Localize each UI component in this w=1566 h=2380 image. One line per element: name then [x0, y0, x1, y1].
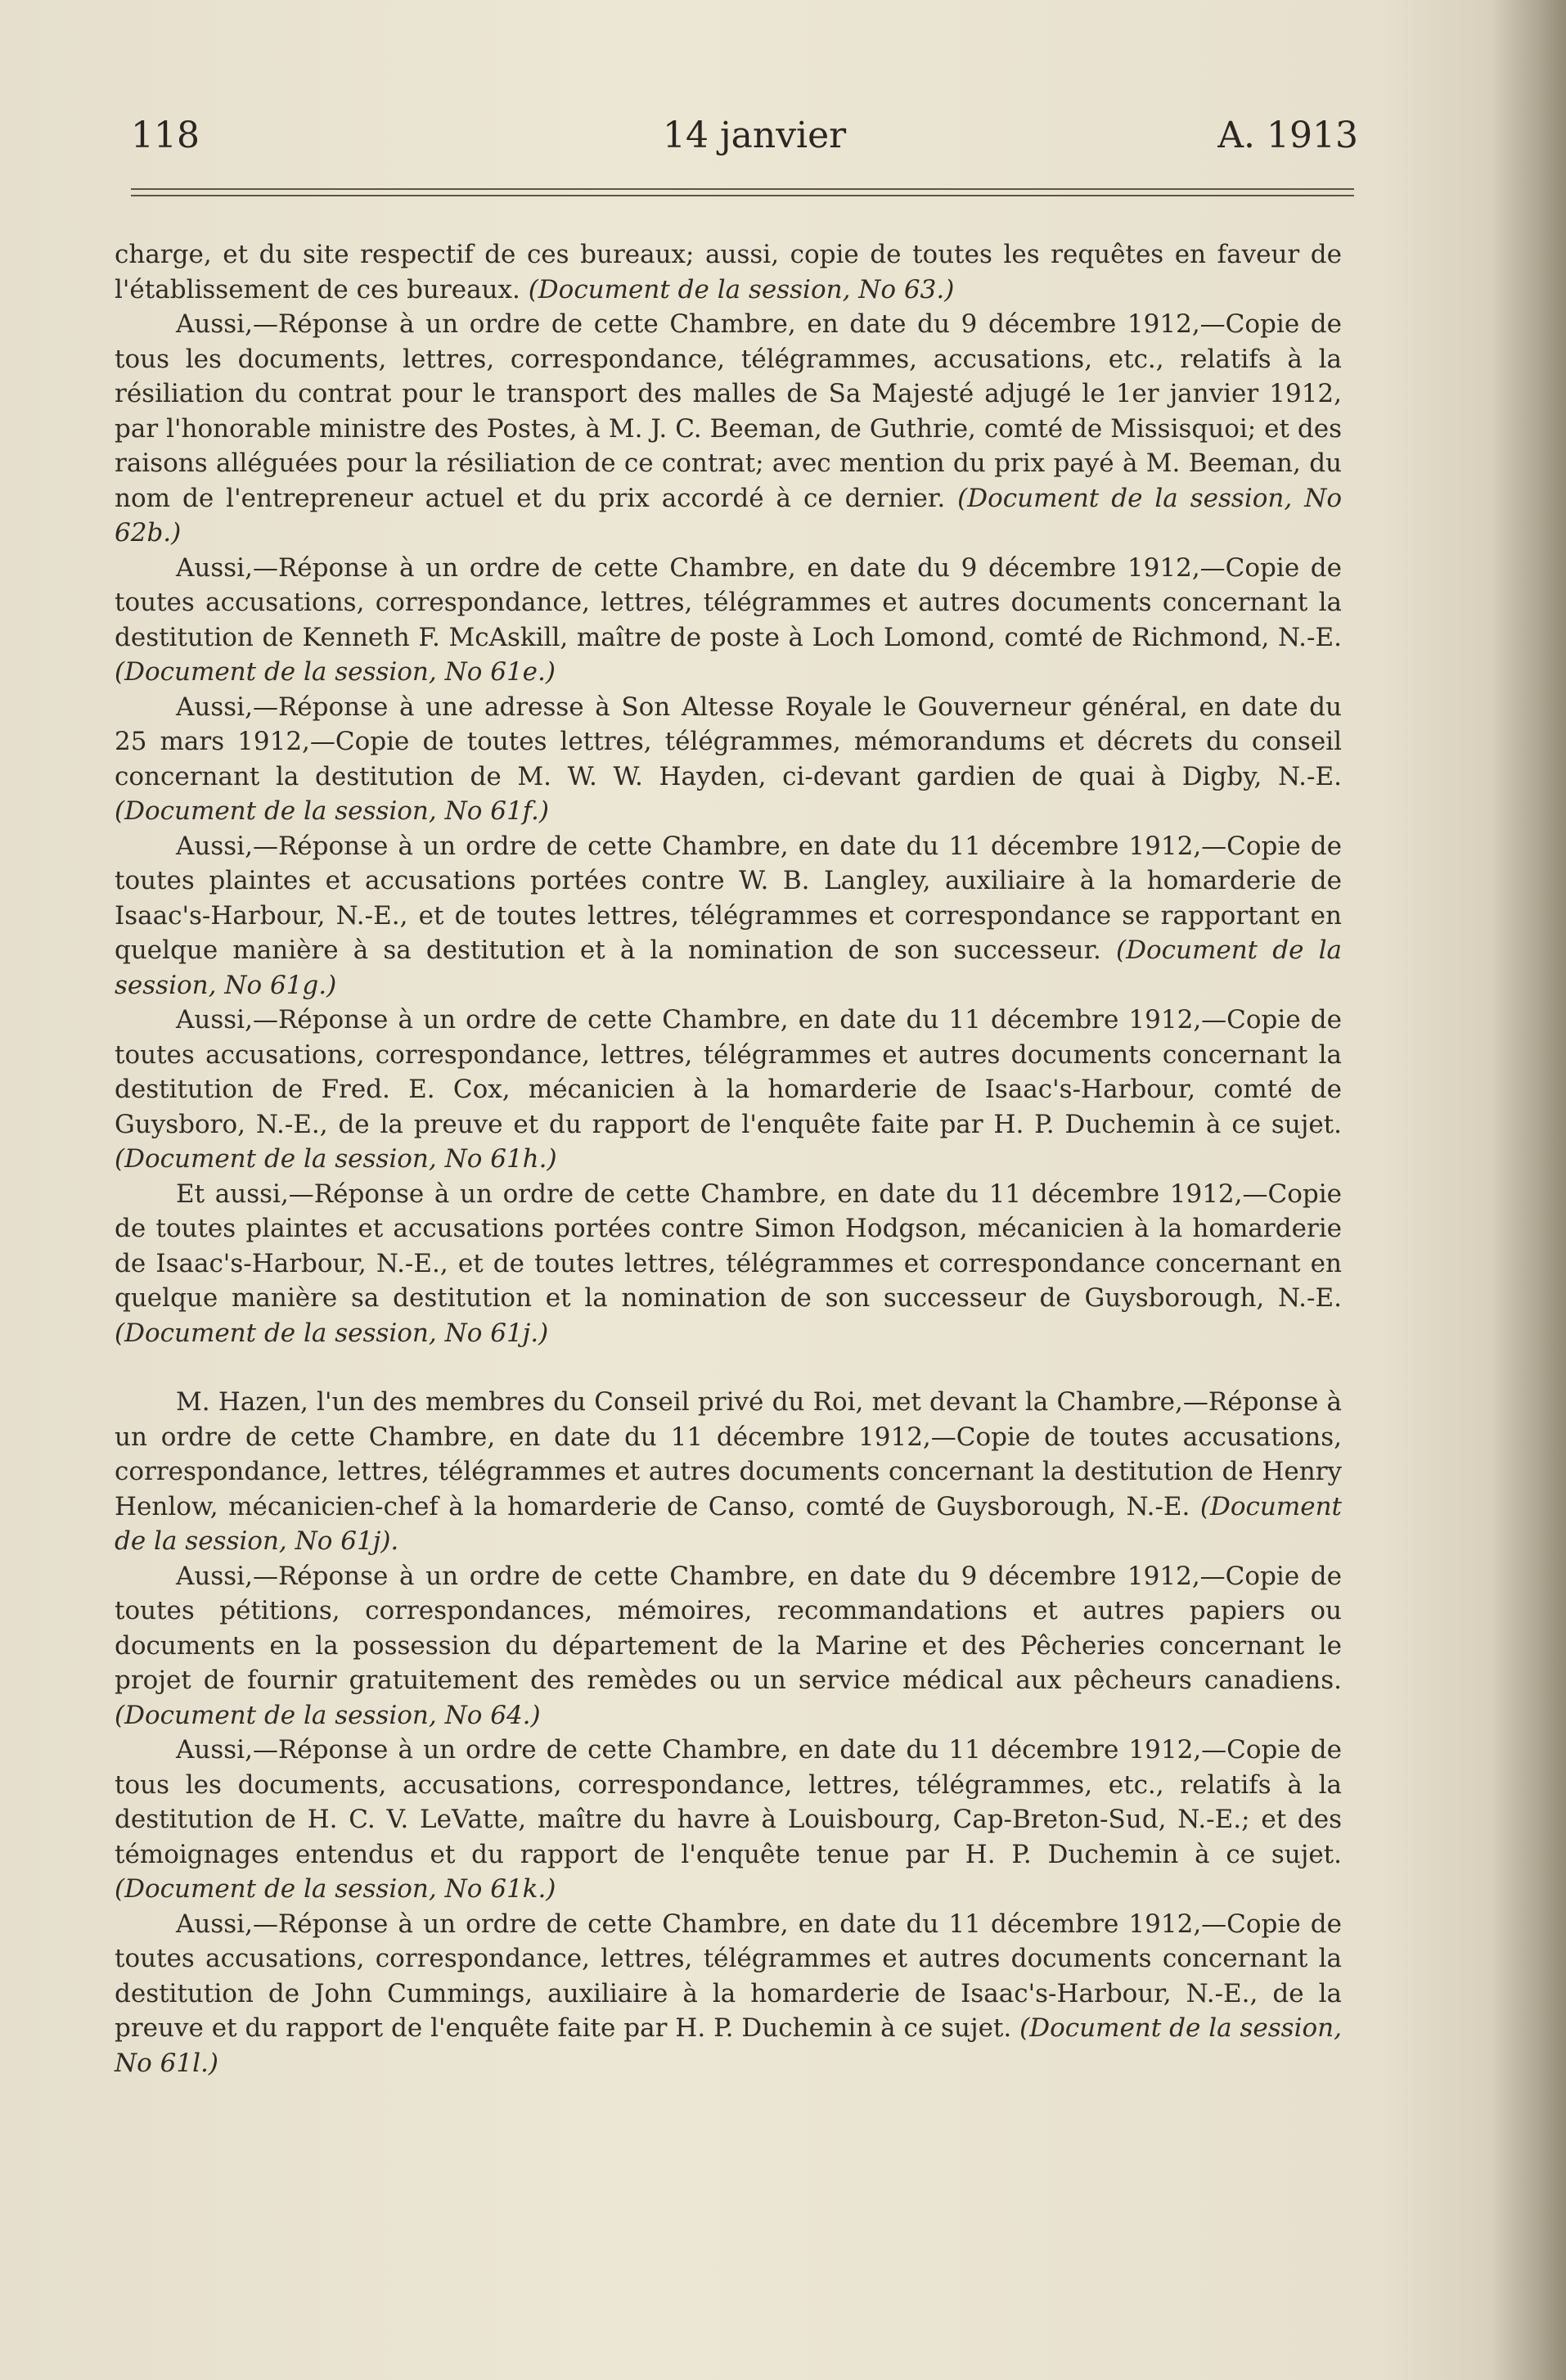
document-reference: (Document de la session, No 61j).	[115, 1491, 1342, 1556]
header-rule-bottom	[131, 195, 1354, 196]
paragraph: Aussi,—Réponse à un ordre de cette Chambre, en date du 9 décembre 1912,—Copie de tous les documents, lettres, correspondance, télégrammes, accusations, etc., relatifs à la résiliation du contrat pour le transport des malles de Sa Majesté adjugé le 1er janvier 1912, par l'honorable ministre des Postes, à M. J. C. Beeman, de Guthrie, comté de Missisquoi; et des raisons alléguées pour la résiliation de ce contrat; avec mention du prix payé à M. Beeman, du nom de l'entrepreneur actuel et du prix accordé à ce dernier. (Document de la session, No 62b.)	[115, 309, 1342, 548]
paragraph: charge, et du site respectif de ces bureaux; aussi, copie de toutes les requêtes en faveur de l'établissement de ces bureaux. (Document de la session, No 63.)	[115, 240, 1342, 304]
document-reference: (Document de la session, No 61g.)	[115, 935, 1342, 1000]
page-number: 118	[131, 115, 200, 156]
paragraph: Aussi,—Réponse à un ordre de cette Chambre, en date du 11 décembre 1912,—Copie de tous les documents, accusations, correspondance, lettres, télégrammes, etc., relatifs à la destitution de H. C. V. LeVatte, maître du havre à Louisbourg, Cap-Breton-Sud, N.-E.; et des témoignages entendus et du rapport de l'enquête tenue par H. P. Duchemin à ce sujet. (Document de la session, No 61k.)	[115, 1735, 1342, 1904]
document-reference: (Document de la session, No 61k.)	[115, 1874, 556, 1904]
paragraph: Aussi,—Réponse à un ordre de cette Chambre, en date du 11 décembre 1912,—Copie de toutes plaintes et accusations portées contre W. B. Langley, auxiliaire à la homarderie de Isaac's-Harbour, N.-E., et de toutes lettres, télégrammes et correspondance se rapportant en quelque manière à sa destitution et à la nomination de son successeur. (Document de la session, No 61g.)	[115, 831, 1342, 1000]
header-rule-top	[131, 188, 1354, 190]
document-reference: (Document de la session, No 64.)	[115, 1700, 541, 1730]
page-spine-shadow	[1492, 0, 1566, 2380]
paragraph: Aussi,—Réponse à un ordre de cette Chambre, en date du 9 décembre 1912,—Copie de toutes accusations, correspondance, lettres, télégrammes et autres documents concernant la destitution de Kenneth F. McAskill, maître de poste à Loch Lomond, comté de Richmond, N.-E. (Document de la session, No 61e.)	[115, 552, 1342, 687]
document-reference: (Document de la session, No 61e.)	[115, 657, 556, 687]
paragraph: Aussi,—Réponse à une adresse à Son Altesse Royale le Gouverneur général, en date du 25 mars 1912,—Copie de toutes lettres, télégrammes, mémorandums et décrets du conseil concernant la destitution de M. W. W. Hayden, ci-devant gardien de quai à Digby, N.-E. (Document de la session, No 61f.)	[115, 692, 1342, 826]
paragraph: Aussi,—Réponse à un ordre de cette Chambre, en date du 9 décembre 1912,—Copie de toutes pétitions, correspondances, mémoires, recommandations et autres papiers ou documents en la possession du département de la Marine et des Pêcheries concernant le projet de fournir gratuitement des remèdes ou un service médical aux pêcheurs canadiens. (Document de la session, No 64.)	[115, 1561, 1342, 1730]
header-date: 14 janvier	[663, 115, 847, 156]
running-header	[131, 115, 1358, 164]
document-reference: (Document de la session, No 61h.)	[115, 1144, 557, 1174]
body-text	[115, 237, 1342, 2080]
document-reference: (Document de la session, No 61l.)	[115, 2013, 1342, 2078]
paragraph: Et aussi,—Réponse à un ordre de cette Chambre, en date du 11 décembre 1912,—Copie de toutes plaintes et accusations portées contre Simon Hodgson, mécanicien à la homarderie de Isaac's-Harbour, N.-E., et de toutes lettres, télégrammes et correspondance concernant en quelque manière sa destitution et la nomination de son successeur de Guysborough, N.-E. (Document de la session, No 61j.)	[115, 1179, 1342, 1348]
document-reference: (Document de la session, No 61f.)	[115, 796, 549, 826]
paragraph: Aussi,—Réponse à un ordre de cette Chambre, en date du 11 décembre 1912,—Copie de toutes accusations, correspondance, lettres, télégrammes et autres documents concernant la destitution de John Cummings, auxiliaire à la homarderie de Isaac's-Harbour, N.-E., de la preuve et du rapport de l'enquête faite par H. P. Duchemin à ce sujet. (Document de la session, No 61l.)	[115, 1909, 1342, 2078]
paragraph: M. Hazen, l'un des membres du Conseil privé du Roi, met devant la Chambre,—Réponse à un ordre de cette Chambre, en date du 11 décembre 1912,—Copie de toutes accusations, correspondance, lettres, télégrammes et autres documents concernant la destitution de Henry Henlow, mécanicien-chef à la homarderie de Canso, comté de Guysborough, N.-E. (Document de la session, No 61j).	[115, 1387, 1342, 1556]
document-reference: (Document de la session, No 62b.)	[115, 483, 1342, 548]
document-reference: (Document de la session, No 63.)	[528, 274, 955, 304]
document-reference: (Document de la session, No 61j.)	[115, 1318, 549, 1348]
paragraph: Aussi,—Réponse à un ordre de cette Chambre, en date du 11 décembre 1912,—Copie de toutes accusations, correspondance, lettres, télégrammes et autres documents concernant la destitution de Fred. E. Cox, mécanicien à la homarderie de Isaac's-Harbour, comté de Guysboro, N.-E., de la preuve et du rapport de l'enquête faite par H. P. Duchemin à ce sujet. (Document de la session, No 61h.)	[115, 1005, 1342, 1174]
header-year: A. 1913	[1217, 115, 1358, 156]
